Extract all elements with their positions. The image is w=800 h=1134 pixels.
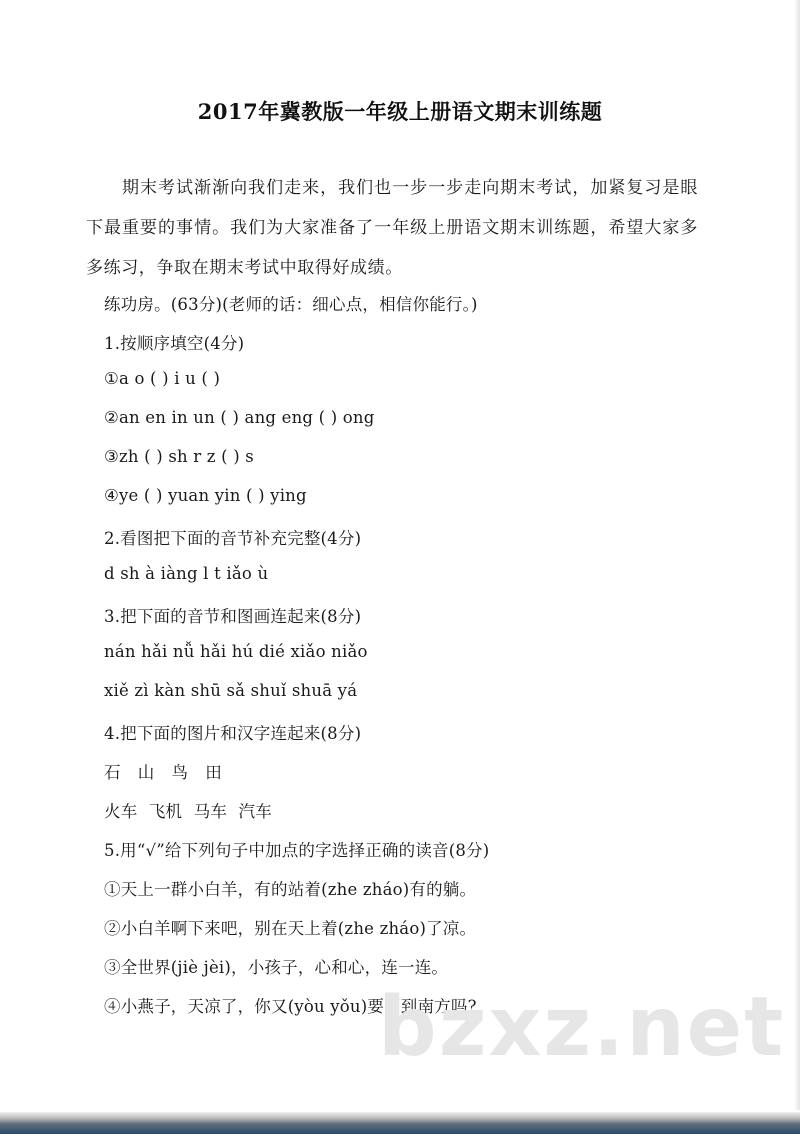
question-3-syllables-row-2: xiě zì kàn shū sǎ shuǐ shuā yá	[104, 681, 358, 700]
question-5-sentence-4: ④小燕子，天凉了，你又(yòu yǒu)要回到南方吗?	[104, 997, 477, 1016]
page-title: 2017年冀教版一年级上册语文期末训练题	[197, 99, 603, 124]
question-4-characters: 石 山 鸟 田	[104, 763, 228, 782]
question-3-title: 3.把下面的音节和图画连起来(8分)	[104, 607, 362, 626]
intro-paragraph: 期末考试渐渐向我们走来，我们也一步一步走向期末考试，加紧复习是眼下最重要的事情。我们为大家准备了一年级上册语文期末训练题，希望大家多多练习，争取在期末考试中取得好成绩。	[86, 178, 698, 278]
question-5-sentence-3: ③全世界(jiè jèi)，小孩子，心和心，连一连。	[104, 958, 449, 977]
question-4-title: 4.把下面的图片和汉字连起来(8分)	[104, 724, 362, 743]
question-5-sentence-2: ②小白羊啊下来吧，别在天上着(zhe zháo)了凉。	[104, 919, 477, 938]
site-watermark: bzxz.net	[378, 980, 786, 1075]
question-1-title: 1.按顺序填空(4分)	[104, 334, 245, 353]
question-1-item-2: ②an en in un ( ) ang eng ( ) ong	[104, 408, 375, 427]
page-edge-shadow	[794, 0, 800, 1110]
question-5-title: 5.用“√”给下列句子中加点的字选择正确的读音(8分)	[104, 841, 490, 860]
question-4-words: 火车 飞机 马车 汽车	[104, 802, 272, 821]
question-1-item-3: ③zh ( ) sh r z ( ) s	[104, 447, 254, 466]
question-3-syllables-row-1: nán hǎi nǚ hǎi hú dié xiǎo niǎo	[104, 642, 368, 661]
question-2-syllables: d sh à iàng l t iǎo ù	[104, 564, 269, 583]
question-2-title: 2.看图把下面的音节补充完整(4分)	[104, 529, 362, 548]
question-1-item-4: ④ye ( ) yuan yin ( ) ying	[104, 486, 307, 505]
footer-bar	[0, 1112, 800, 1134]
question-5-sentence-1: ①天上一群小白羊，有的站着(zhe zháo)有的躺。	[104, 880, 477, 899]
section-header: 练功房。(63分)(老师的话：细心点，相信你能行。)	[104, 295, 478, 314]
question-1-item-1: ①a o ( ) i u ( )	[104, 369, 221, 388]
